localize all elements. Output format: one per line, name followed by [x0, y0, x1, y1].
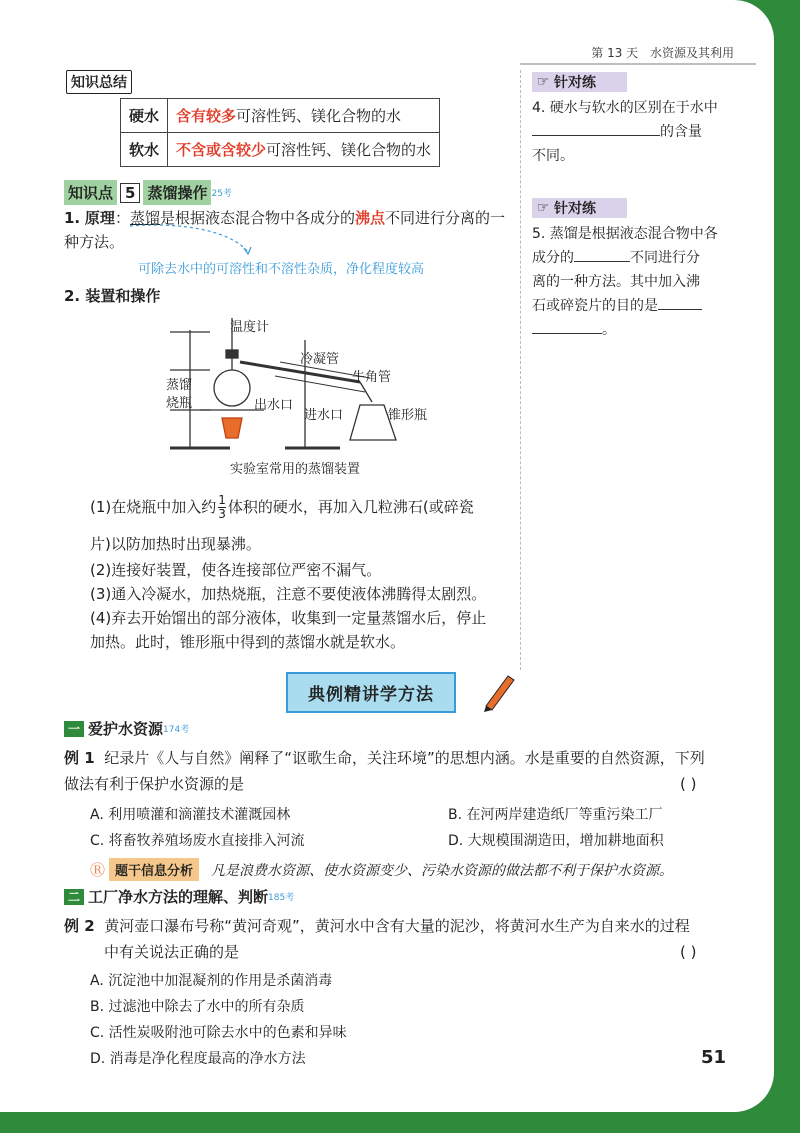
label-water-outlet: 出水口 [254, 398, 294, 413]
label-conical-flask: 锥形瓶 [388, 408, 428, 423]
highlight-boiling-point: 沸点 [354, 209, 385, 227]
topic-1-heading [64, 718, 189, 739]
principle-part: 不同进行分离的一种方法。 [64, 209, 506, 251]
label-water-inlet: 进水口 [304, 408, 344, 423]
table-cell: 硬水 [121, 99, 168, 133]
item-label: 原理 [84, 209, 115, 227]
kp-label: 知识点 [64, 180, 117, 205]
item-number: 2. [64, 287, 81, 305]
principle-part: 是根据液态混合物中各成分的 [159, 209, 355, 227]
fraction-numerator: 1 [218, 493, 226, 507]
hand-icon: ☞ [536, 200, 550, 216]
option-b[interactable]: B. 过滤池中除去了水中的所有杂质 [90, 999, 305, 1015]
topic-number: 一 [64, 721, 84, 737]
header-topic: 水资源及其利用 [649, 46, 734, 60]
term-distillation: 蒸馏 [129, 209, 160, 227]
step-1 [90, 494, 514, 521]
answer-blank[interactable] [532, 135, 660, 136]
page-header [583, 44, 734, 61]
practice-heading-label: 针对练 [554, 75, 596, 91]
topic-title: 爱护水资源 [88, 720, 164, 738]
flask-icon [214, 370, 250, 406]
question-4 [532, 96, 742, 168]
item-title: 装置和操作 [85, 287, 161, 305]
topic-title: 工厂净水方法的理解、判断 [88, 888, 269, 906]
table-cell [168, 99, 440, 133]
question-text: 做法有利于保护水资源的是 [64, 775, 245, 793]
kp-title: 蒸馏操作 [143, 180, 211, 205]
fraction-denominator: 3 [218, 507, 226, 521]
cell-text: 可溶性钙、镁化合物的水 [266, 141, 432, 159]
stopper [226, 350, 238, 358]
highlight-text: 不含或含较少 [176, 141, 267, 159]
analysis-text: 凡是浪费水资源、使水资源变少、污染水资源的做法都不利于保护水资源。 [211, 862, 674, 879]
pencil-icon [480, 668, 520, 712]
step-text: (1)在烧瓶中加入约 [90, 498, 217, 516]
step-4-cont: 加热。此时，锥形瓶中得到的蒸馏水就是软水。 [90, 633, 406, 651]
topic-exam-count: 174考 [163, 725, 190, 735]
table-row [121, 133, 440, 167]
q5-line: 石或碎瓷片的目的是 [532, 298, 658, 314]
option-a[interactable]: A. 沉淀池中加混凝剂的作用是杀菌消毒 [90, 973, 333, 989]
kp-exam-count: 25考 [211, 189, 232, 199]
topic-number: 二 [64, 889, 84, 905]
q4-line: 不同。 [532, 148, 574, 164]
q5-line: 离的一种方法。其中加入沸 [532, 274, 700, 290]
question-5 [532, 222, 742, 342]
practice-heading-label: 针对练 [554, 201, 596, 217]
item-number: 1. [64, 209, 81, 227]
highlight-text: 含有较多 [176, 107, 237, 125]
step-text: 体积的硬水，再加入几粒沸石(或碎瓷 [227, 498, 474, 516]
question-text: 中有关说法正确的是 [104, 943, 240, 961]
table-row [121, 99, 440, 133]
apparatus-heading [64, 284, 160, 308]
analysis-tag: 题干信息分析 [109, 858, 199, 881]
question-text: 纪录片《人与自然》阐释了“讴歌生命，关注环境”的思想内涵。水是重要的自然资源，下列 [104, 749, 705, 767]
adapter-icon [360, 382, 372, 402]
label-flask-2: 烧瓶 [166, 396, 193, 411]
option-c[interactable]: C. 活性炭吸附池可除去水中的色素和异味 [90, 1025, 347, 1041]
q4-line: 4. 硬水与软水的区别在于水中 [532, 100, 718, 116]
section-title: 典例精讲学方法 [286, 672, 456, 713]
hand-icon: ☞ [536, 74, 550, 90]
q5-line: 。 [602, 322, 616, 338]
principle-note: 可除去水中的可溶性和不溶性杂质，净化程度较高 [138, 262, 425, 277]
example-2 [64, 914, 754, 938]
example-label: 例 1 [64, 749, 95, 767]
step-3: (3)通入冷凝水，加热烧瓶，注意不要使液体沸腾得太剧烈。 [90, 585, 487, 603]
answer-paren[interactable]: ( ) [680, 775, 697, 793]
colon: ： [114, 209, 130, 227]
q5-line: 不同进行分 [630, 250, 700, 266]
summary-table [120, 98, 440, 167]
label-condenser: 冷凝管 [300, 352, 340, 367]
label-flask-1: 蒸馏 [166, 378, 193, 393]
knowledge-point-heading [64, 180, 232, 205]
answer-paren[interactable]: ( ) [680, 943, 697, 961]
q4-line: 的含量 [660, 124, 702, 140]
column-divider [520, 70, 522, 670]
question-text: 黄河壶口瀑布号称“黄河奇观”，黄河水中含有大量的泥沙，将黄河水生产为自来水的过程 [104, 917, 690, 935]
step-4: (4)弃去开始馏出的部分液体，收集到一定量蒸馏水后，停止 [90, 609, 487, 627]
q5-line: 成分的 [532, 250, 574, 266]
diagram-caption: 实验室常用的蒸馏装置 [230, 462, 361, 477]
answer-blank[interactable] [532, 333, 602, 334]
header-day: 第 13 天 [591, 46, 639, 60]
q5-line: 5. 蒸馏是根据液态混合物中各 [532, 226, 718, 242]
summary-tag: 知识总结 [66, 70, 132, 94]
label-adapter: 牛角管 [352, 370, 392, 385]
step-1-cont: 片)以防加热时出现暴沸。 [90, 535, 261, 553]
answer-blank[interactable] [658, 309, 702, 310]
option-c[interactable]: C. 将畜牧养殖场废水直接排入河流 [90, 833, 305, 849]
cell-text: 可溶性钙、镁化合物的水 [236, 107, 402, 125]
kp-number: 5 [120, 183, 140, 203]
example-label: 例 2 [64, 917, 95, 935]
table-cell [168, 133, 440, 167]
answer-blank[interactable] [574, 261, 630, 262]
table-cell: 软水 [121, 133, 168, 167]
option-d[interactable]: D. 消毒是净化程度最高的净水方法 [90, 1051, 306, 1067]
analysis-row [90, 858, 673, 881]
step-2: (2)连接好装置，使各连接部位严密不漏气。 [90, 561, 382, 579]
page-number: 51 [700, 1047, 726, 1068]
analysis-icon: Ⓡ [90, 861, 106, 879]
practice-heading [532, 72, 627, 92]
example-1 [64, 746, 744, 770]
option-a[interactable]: A. 利用喷灌和滴灌技术灌溉园林 [90, 807, 291, 823]
flame-icon [222, 418, 242, 438]
option-d[interactable]: D. 大规模围湖造田，增加耕地面积 [448, 833, 664, 849]
dashed-arrow-icon [120, 222, 280, 262]
fraction [218, 494, 226, 521]
practice-heading [532, 198, 627, 218]
distillation-apparatus-diagram [160, 310, 420, 460]
header-rule [520, 63, 756, 65]
label-thermometer: 温度计 [230, 320, 270, 335]
topic-2-heading [64, 886, 294, 907]
topic-exam-count: 185考 [268, 893, 295, 903]
option-b[interactable]: B. 在河两岸建造纸厂等重污染工厂 [448, 807, 663, 823]
